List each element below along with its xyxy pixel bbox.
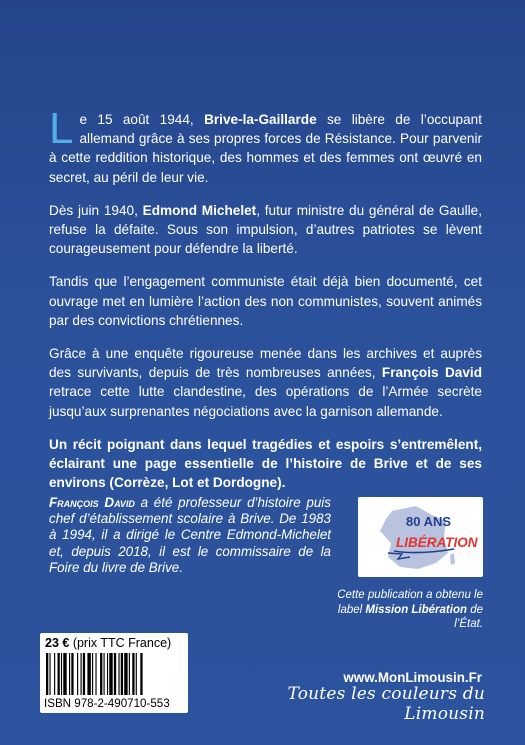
paragraph-4: Grâce à une enquête rigoureuse menée dans les archives et auprès des survivants, depuis de très nombreuses années, François David retrace cette lutte clandestine, des opérations de l’Armée secrète jusqu’aux surprenantes négociations avec la garnison allemande.: [49, 346, 483, 419]
paragraph-1: Le 15 août 1944, Brive-la-Gaillarde se libère de l’occupant allemand grâce à ses propres forces de Résistance. Pour parvenir à cette reddition historique, des hommes et des femmes ont œuvré en secret, au péril de leur vie.: [49, 104, 482, 185]
paragraph-2: Dès juin 1940, Edmond Michelet, futur ministre du général de Gaulle, refuse la défaite. Sous son impulsion, d’autres patriotes se lèvent courageusement pour défendre la liberté.: [49, 202, 482, 257]
liberation-logo: [358, 497, 483, 577]
france-map-icon: [358, 497, 483, 577]
barcode-icon: [46, 653, 182, 695]
paragraph-5: Un récit poignant dans lequel tragédies et espoirs s’entremêlent, éclairant une page essentielle de l’histoire de Brive et de ses environs (Corrèze, Lot et Dordogne).: [49, 436, 482, 491]
author-name: François David: [49, 495, 135, 510]
city-name: Brive-la-Gaillarde: [204, 112, 317, 127]
price: 23 € (prix TTC France): [45, 636, 172, 650]
drop-cap: L: [49, 104, 74, 153]
label-note: Cette publication a obtenu le label Mission Libération de l’État.: [337, 589, 483, 630]
author-bio: François David a été professeur d’histoire puis chef d’établissement scolaire à Brive. De 1983 à 1994, il a dirigé le Centre Edmond-Michelet et, depuis 2018, il est le commissaire de la Foire du livre de Brive.: [49, 495, 331, 575]
barcode-area: [40, 633, 188, 713]
author-name-inline: François David: [381, 365, 483, 381]
logo-line-1: 80 ANS: [406, 514, 452, 529]
publisher-tagline: Toutes les couleurs du Limousin: [287, 684, 485, 724]
blurb: [49, 104, 483, 506]
label-name: Mission Libération: [365, 603, 467, 616]
person-name: Edmond Michelet: [142, 202, 257, 218]
isbn: ISBN 978-2-490710-553: [44, 697, 170, 710]
paragraph-3: Tandis que l’engagement communiste était déjà bien documenté, cet ouvrage met en lumière l’action des non communistes, souvent animés par des convictions chrétiennes.: [49, 274, 482, 328]
logo-line-2: LIBÉRATION: [396, 535, 478, 550]
website-link[interactable]: www.MonLimousin.Fr: [343, 670, 482, 685]
